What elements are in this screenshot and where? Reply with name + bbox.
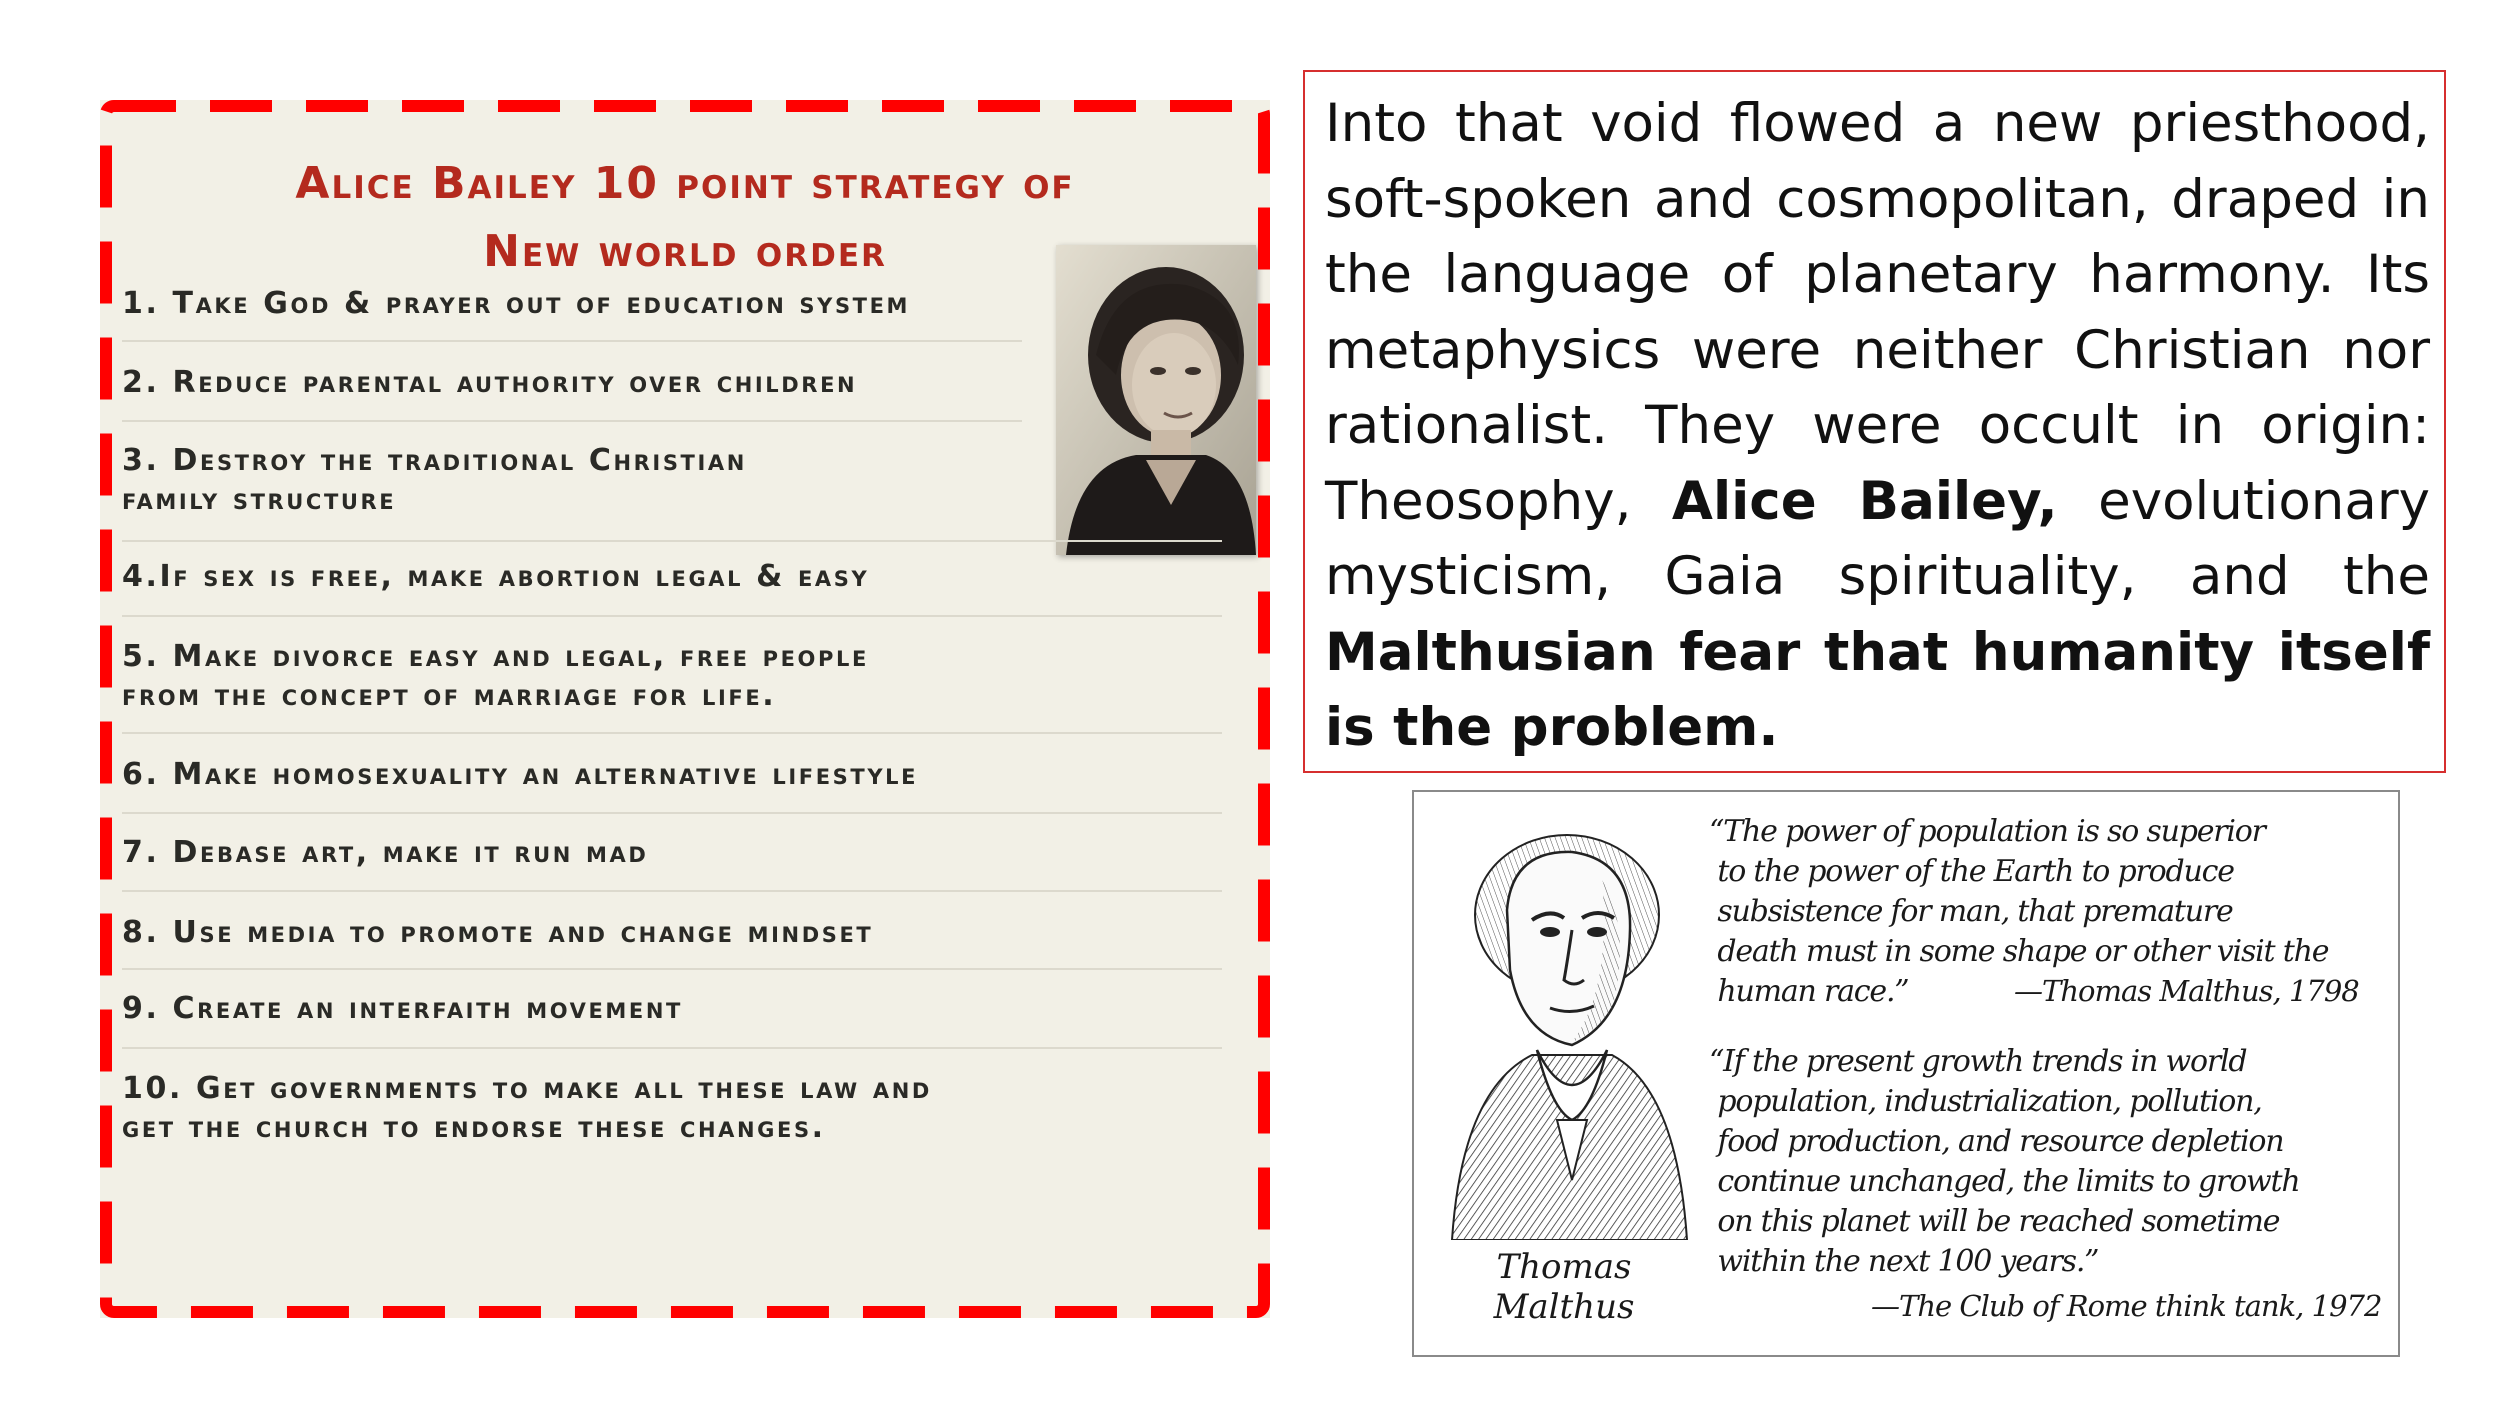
divider bbox=[122, 1047, 1222, 1049]
divider bbox=[122, 340, 1022, 342]
malthus-quote-panel bbox=[1412, 790, 2400, 1357]
point-2: 2. Reduce parental authority over children bbox=[122, 365, 858, 400]
point-6: 6. Make homosexuality an alternative lifestyle bbox=[122, 757, 919, 792]
point-10-line2: get the church to endorse these changes. bbox=[122, 1110, 826, 1145]
divider bbox=[122, 732, 1222, 734]
alice-bailey-poster bbox=[100, 100, 1270, 1318]
point-1: 1. Take God & prayer out of education system bbox=[122, 286, 911, 321]
point-3-line1: 3. Destroy the traditional Christian bbox=[122, 443, 747, 478]
poster-title: Alice Bailey 10 point strategy of New world order bbox=[295, 158, 1075, 277]
divider bbox=[122, 615, 1222, 617]
thomas-malthus-engraving bbox=[1442, 820, 1692, 1240]
divider bbox=[122, 420, 1022, 422]
commentary-textbox bbox=[1303, 70, 2446, 773]
club-of-rome-attribution: —The Club of Rome think tank, 1972 bbox=[1871, 1289, 2382, 1323]
point-7: 7. Debase art, make it run mad bbox=[122, 835, 649, 870]
bold-malthusian-fear: Malthusian fear that humanity itself is the problem. bbox=[1325, 621, 2430, 758]
divider bbox=[122, 890, 1222, 892]
portrait-caption: Thomas Malthus bbox=[1493, 1247, 1635, 1327]
point-9: 9. Create an interfaith movement bbox=[122, 991, 683, 1026]
point-5-line2: from the concept of marriage for life. bbox=[122, 678, 777, 713]
point-3-line2: family structure bbox=[122, 482, 397, 517]
bold-alice-bailey: Alice Bailey, bbox=[1671, 470, 2058, 532]
divider bbox=[122, 540, 1222, 542]
point-10-line1: 10. Get governments to make all these law and bbox=[122, 1071, 932, 1106]
point-5-line1: 5. Make divorce easy and legal, free people bbox=[122, 639, 869, 674]
divider bbox=[122, 968, 1222, 970]
divider bbox=[122, 812, 1222, 814]
club-of-rome-quote: “If the present growth trends in world population, industrialization, pollution, food production, and resource depletion continue unchanged, the limits to growth on this planet will be reached sometime within the next 100 years.” bbox=[1709, 1044, 2300, 1279]
alice-bailey-portrait bbox=[1056, 245, 1256, 555]
point-8: 8. Use media to promote and change mindset bbox=[122, 915, 874, 950]
malthus-attribution: —Thomas Malthus, 1798 bbox=[2014, 974, 2359, 1008]
point-4: 4.If sex is free, make abortion legal & easy bbox=[122, 559, 870, 594]
malthus-quote: “The power of population is so superior to the power of the Earth to produce subsistence for man, that premature death must in some shape or other visit the human race.” bbox=[1709, 814, 2329, 1009]
commentary-paragraph: Into that void flowed a new priesthood, soft-spoken and cosmopolitan, draped in the language of planetary harmony. Its metaphysics were neither Christian nor rationalist. They were occult in origin: Theosophy, Alice Bailey, evolutionary mysticism, Gaia spirituality, and the Malthusian fear that humanity itself is the problem. bbox=[1325, 93, 2430, 758]
